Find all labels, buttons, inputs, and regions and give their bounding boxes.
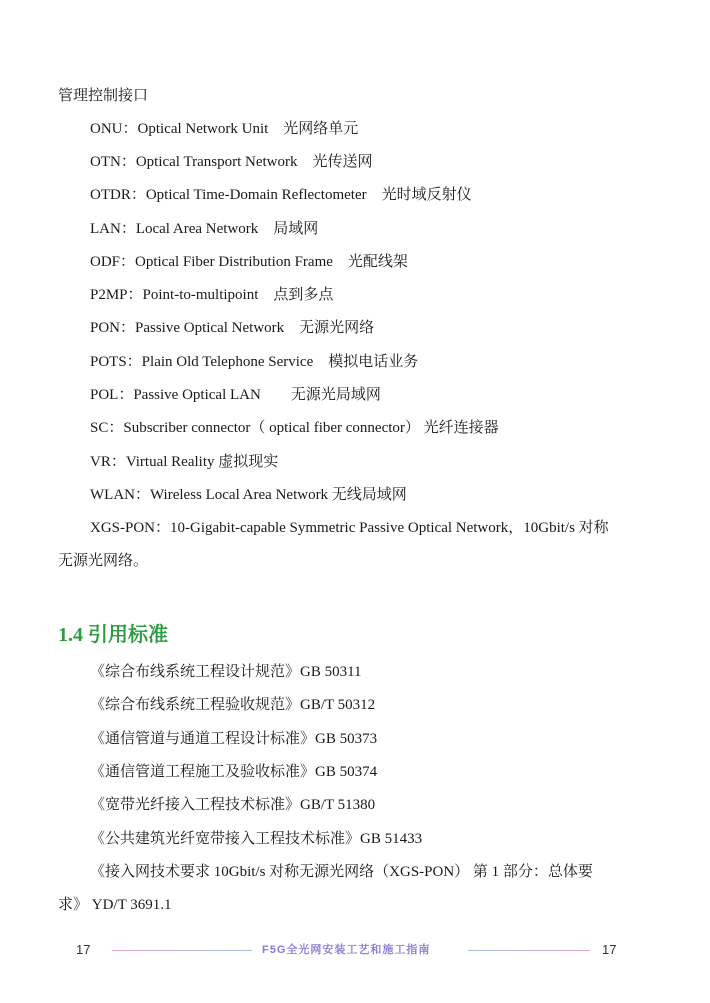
abbr-otn: OTN：Optical Transport Network 光传送网: [90, 154, 373, 170]
page-number-right: 17: [602, 942, 617, 957]
standard-item: 《接入网技术要求 10Gbit/s 对称无源光网络（XGS-PON） 第 1 部分：总体要: [90, 864, 593, 880]
standard-item: 《综合布线系统工程设计规范》GB 50311: [90, 664, 362, 680]
abbr-p2mp: P2MP：Point-to-multipoint 点到多点: [90, 287, 334, 303]
abbr-xgs-pon: XGS-PON：10-Gigabit-capable Symmetric Passive Optical Network，10Gbit/s 对称: [90, 520, 609, 536]
abbr-sc: SC：Subscriber connector（ optical fiber connector） 光纤连接器: [90, 420, 499, 436]
section-heading: 1.4 引用标准: [58, 624, 168, 646]
footer-banner: F5G全光网安装工艺和施工指南: [262, 944, 431, 956]
abbr-pon: PON：Passive Optical Network 无源光网络: [90, 320, 375, 336]
abbr-onu: ONU：Optical Network Unit 光网络单元: [90, 121, 359, 137]
abbr-odf: ODF：Optical Fiber Distribution Frame 光配线架: [90, 254, 408, 270]
standard-item: 《通信管道工程施工及验收标准》GB 50374: [90, 764, 378, 780]
abbr-pol: POL：Passive Optical LAN 无源光局域网: [90, 387, 381, 403]
abbr-xgs-pon-continuation: 无源光网络。: [58, 553, 149, 569]
standard-item: 《综合布线系统工程验收规范》GB/T 50312: [90, 697, 376, 713]
abbr-lan: LAN：Local Area Network 局域网: [90, 221, 319, 237]
abbr-otdr: OTDR：Optical Time-Domain Reflectometer 光时域反射仪: [90, 187, 472, 203]
standard-item: 《通信管道与通道工程设计标准》GB 50373: [90, 731, 378, 747]
footer-rule-left: [112, 950, 252, 951]
abbr-wlan: WLAN：Wireless Local Area Network 无线局域网: [90, 487, 407, 503]
page-footer: [0, 940, 710, 960]
standard-item: 《宽带光纤接入工程技术标准》GB/T 51380: [90, 797, 376, 813]
footer-rule-right: [468, 950, 590, 951]
abbr-vr: VR：Virtual Reality 虚拟现实: [90, 454, 279, 470]
intro-text: 管理控制接口: [58, 88, 149, 104]
abbr-pots: POTS：Plain Old Telephone Service 模拟电话业务: [90, 354, 419, 370]
page-number-left: 17: [76, 942, 91, 957]
standard-item: 《公共建筑光纤宽带接入工程技术标准》GB 51433: [90, 831, 423, 847]
standard-item-continuation: 求》 YD/T 3691.1: [58, 897, 172, 913]
